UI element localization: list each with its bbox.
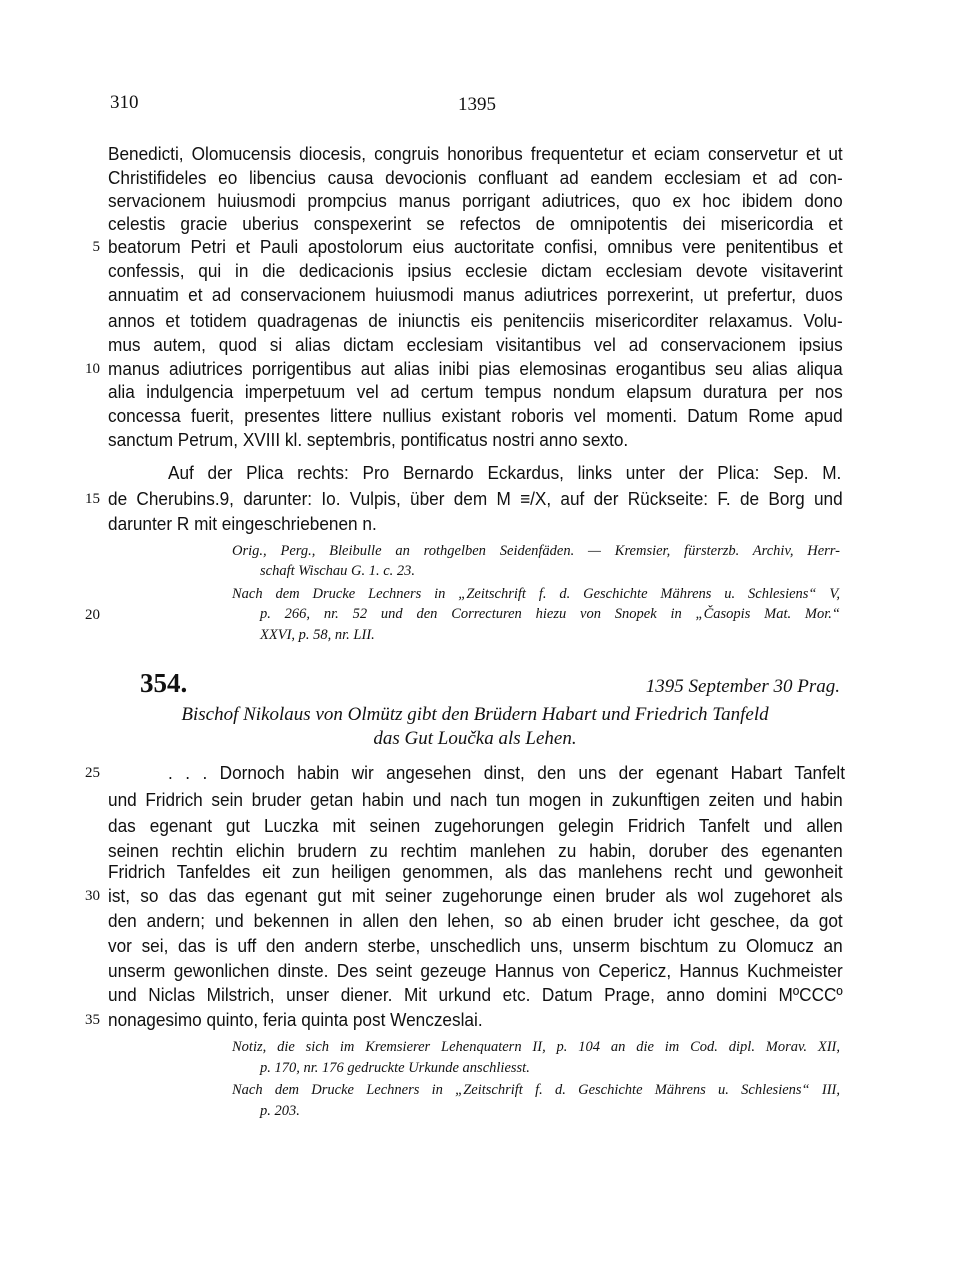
text-line: sanctum Petrum, XVIII kl. septembris, pontificatus nostri anno sexto.: [108, 429, 629, 450]
text-line: Christifideles eo libencius causa devocionis confluant ad eandem ecclesiam et ad con-: [108, 167, 843, 188]
text-line: annuatim et ad conservacionem huiusmodi manus adiutrices porrexerint, ut prefertur, duos: [108, 284, 843, 305]
text-line: servacionem huiusmodi prompcius manus porrigant adiutrices, quo ex hoc ibidem dono: [108, 190, 843, 211]
text-line: das egenant gut Luczka mit seinen zugehorungen gelegin Fridrich Tanfelt und allen: [108, 815, 843, 836]
text-line: und Fridrich sein bruder getan habin und nach tun mogen in zukunftigen zeiten und habin: [108, 789, 843, 810]
source-note-line: schaft Wischau G. 1. c. 23.: [260, 563, 416, 579]
line-number: 30: [85, 888, 100, 904]
plica-line: darunter R mit eingeschriebenen n.: [108, 513, 377, 534]
regest-line: das Gut Loučka als Lehen.: [373, 728, 577, 749]
text-line: manus adiutrices porrigentibus aut alias inibi pias elemosinas erogantibus seu alias aliqua: [108, 358, 843, 379]
text-line: mus autem, quod si alias dictam ecclesiam visitantibus vel ad conservacionem ipsius: [108, 334, 843, 355]
text-line: celestis gracie uberius conspexerint se refectos de omnipotentis dei misericordia et: [108, 213, 843, 234]
plica-line: Auf der Plica rechts: Pro Bernardo Eckardus, links unter der Plica: Sep. M.: [168, 462, 842, 483]
source-note-line: p. 203.: [260, 1103, 300, 1119]
page-year: 1395: [458, 94, 496, 115]
source-note-line: Nach dem Drucke Lechners in „Zeitschrift f. d. Geschichte Mährens u. Schlesiens“ V,: [232, 586, 840, 602]
text-line: annos et totidem quadragenas de iniunctis eis penitenciis misericorditer relaxamus. Volu-: [108, 310, 843, 331]
regest-line: Bischof Nikolaus von Olmütz gibt den Brüdern Habart und Friedrich Tanfeld: [181, 704, 769, 725]
text-line: Benedicti, Olomucensis diocesis, congruis honoribus frequentetur et eciam conservetur et ut: [108, 143, 843, 164]
text-line: concessa fuerit, presentes littere nullius existant roboris vel momenti. Datum Rome apud: [108, 405, 843, 426]
text-line: den andern; und bekennen in allen den lehen, so ab einen bruder icht geschee, da got: [108, 910, 843, 931]
text-line: seinen rechtin elichin brudern zu rechtim manlehen zu habin, doruber des egenanten: [108, 840, 843, 861]
text-line: . . . Dornoch habin wir angesehen dinst, den uns der egenant Habart Tanfelt: [168, 762, 846, 783]
text-line: unserm gewonlichen dinste. Des seint gezeuge Hannus von Cepericz, Hannus Kuchmeister: [108, 960, 843, 981]
source-note-line: p. 170, nr. 176 gedruckte Urkunde anschliesst.: [260, 1060, 530, 1076]
text-line: und Niclas Milstrich, unser diener. Mit urkund etc. Datum Prage, anno domini MºCCCº: [108, 984, 843, 1005]
source-note-line: p. 266, nr. 52 und den Correcturen hiezu von Snopek in „Časopis Mat. Mor.“: [260, 606, 840, 622]
source-note-line: Nach dem Drucke Lechners in „Zeitschrift f. d. Geschichte Mährens u. Schlesiens“ III,: [232, 1082, 840, 1098]
line-number: 5: [92, 239, 100, 255]
text-line: alia indulgencia imperpetuum vel ad certum tempus nondum elapsum duratura per nos: [108, 381, 843, 402]
text-line: confessis, qui in die dedicacionis ipsius ecclesie dictam ecclesiam devote visitaverint: [108, 260, 843, 281]
document-date: 1395 September 30 Prag.: [645, 676, 840, 697]
text-line: nonagesimo quinto, feria quinta post Wenczeslai.: [108, 1009, 483, 1030]
page-number: 310: [110, 92, 139, 113]
text-line: Fridrich Tanfeldes eit zun heiligen genommen, als das manlehens recht und gewonheit: [108, 861, 843, 882]
line-number: 35: [85, 1012, 100, 1028]
line-number: 10: [85, 361, 100, 377]
plica-line: de Cherubins.9, darunter: Io. Vulpis, über dem M ≡/X, auf der Rückseite: F. de Borg und: [108, 488, 843, 509]
text-line: ist, so das das egenant gut mit seiner zugehorunge einen bruder als wol zugehoret als: [108, 885, 843, 906]
document-number: 354.: [140, 668, 188, 698]
text-line: beatorum Petri et Pauli apostolorum eius auctoritate confisi, omnibus vere penitentibus et: [108, 236, 843, 257]
line-number: 15: [85, 491, 100, 507]
source-note-line: Notiz, die sich im Kremsierer Lehenquatern II, p. 104 an die im Cod. dipl. Morav. XII,: [232, 1039, 840, 1055]
source-note-line: Orig., Perg., Bleibulle an rothgelben Seidenfäden. — Kremsier, fürsterzb. Archiv, Herr-: [232, 543, 840, 559]
source-note-line: XXVI, p. 58, nr. LII.: [260, 627, 375, 643]
line-number: 25: [85, 765, 100, 781]
text-line: vor sei, das is uff den andern sterbe, unschedlich uns, unserm bischtum zu Olomucz an: [108, 935, 843, 956]
line-number: 20: [85, 607, 100, 623]
